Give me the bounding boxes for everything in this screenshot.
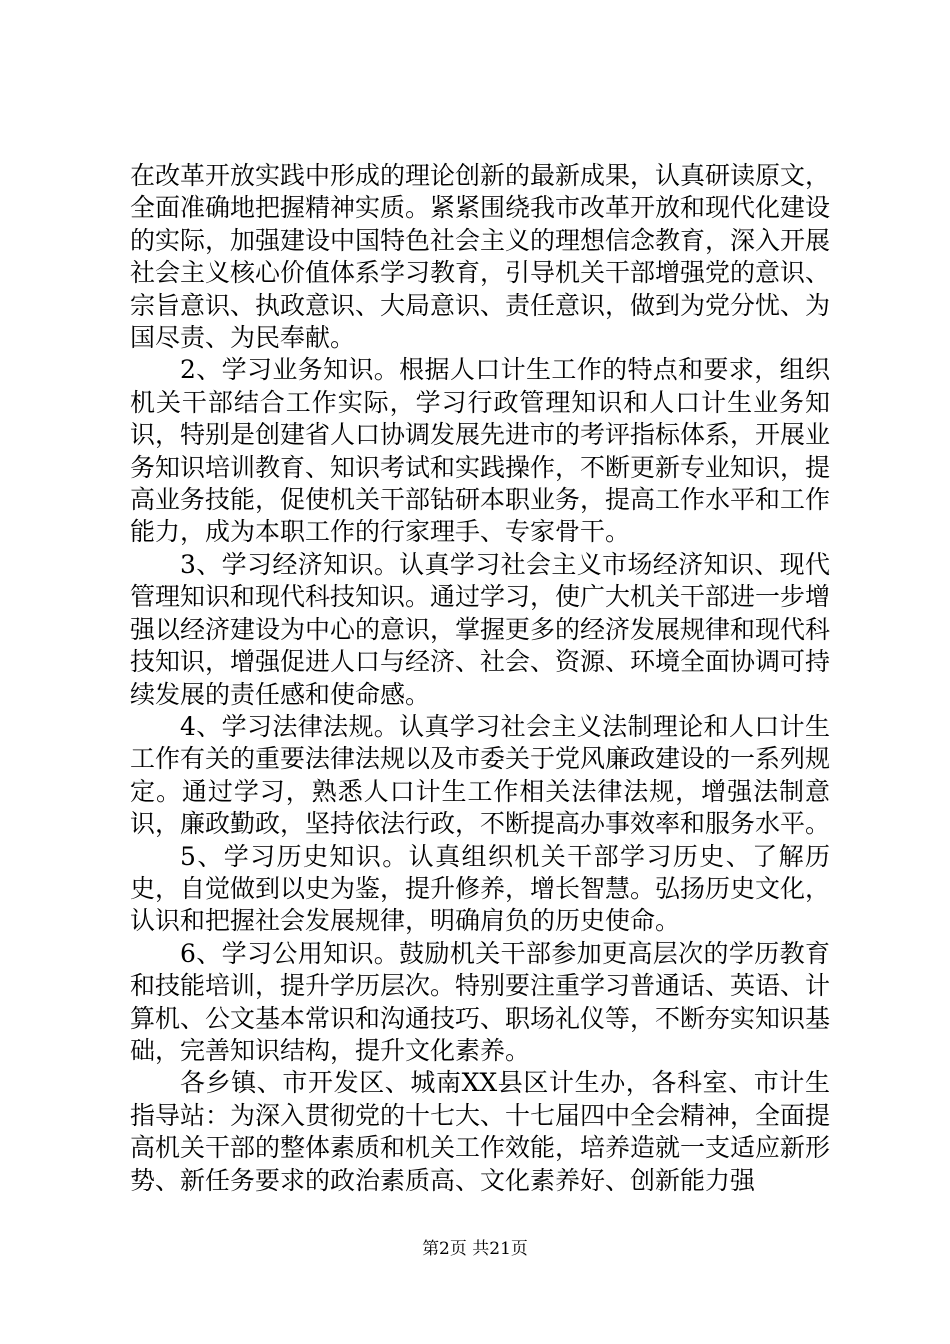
paragraph-economic-knowledge: 3、学习经济知识。认真学习社会主义市场经济知识、现代管理知识和现代科技知识。通过学习，使广大机关干部进一步增强以经济建设为中心的意识，掌握更多的经济发展规律和现代科技知识，增强促进人口与经济、社会、资源、环境全面协调可持续发展的责任感和使命感。 (130, 549, 831, 709)
paragraph-laws-regulations: 4、学习法律法规。认真学习社会主义法制理论和人口计生工作有关的重要法律法规以及市委关于党风廉政建设的一系列规定。通过学习，熟悉人口计生工作相关法律法规，增强法制意识，廉政勤政，坚持依法行政，不断提高办事效率和服务水平。 (130, 711, 831, 839)
page-number-footer: 第2页 共21页 (422, 1239, 528, 1259)
document-body (130, 160, 830, 1197)
paragraph-public-knowledge: 6、学习公用知识。鼓励机关干部参加更高层次的学历教育和技能培训，提升学历层次。特别要注重学习普通话、英语、计算机、公文基本常识和沟通技巧、职场礼仪等，不断夯实知识基础，完善知识结构，提升文化素养。 (130, 938, 831, 1065)
paragraph-notice-opening: 各乡镇、市开发区、城南XX县区计生办，各科室、市计生指导站：为深入贯彻党的十七大、十七届四中全会精神，全面提高机关干部的整体素质和机关工作效能，培养造就一支适应新形势、新任务要求的政治素质高、文化素养好、创新能力强 (130, 1068, 831, 1195)
paragraph-business-knowledge: 2、学习业务知识。根据人口计生工作的特点和要求，组织机关干部结合工作实际，学习行政管理知识和人口计生业务知识，特别是创建省人口协调发展先进市的考评指标体系，开展业务知识培训教育、知识考试和实践操作，不断更新专业知识，提高业务技能，促使机关干部钻研本职业务，提高工作水平和工作能力，成为本职工作的行家理手、专家骨干。 (130, 355, 831, 547)
paragraph-continuation: 在改革开放实践中形成的理论创新的最新成果，认真研读原文，全面准确地把握精神实质。紧紧围绕我市改革开放和现代化建设的实际，加强建设中国特色社会主义的理想信念教育，深入开展社会主义核心价值体系学习教育，引导机关干部增强党的意识、宗旨意识、执政意识、大局意识、责任意识，做到为党分忧、为国尽责、为民奉献。 (130, 161, 831, 353)
paragraph-history-knowledge: 5、学习历史知识。认真组织机关干部学习历史、了解历史，自觉做到以史为鉴，提升修养，增长智慧。弘扬历史文化，认识和把握社会发展规律，明确肩负的历史使命。 (130, 841, 831, 936)
